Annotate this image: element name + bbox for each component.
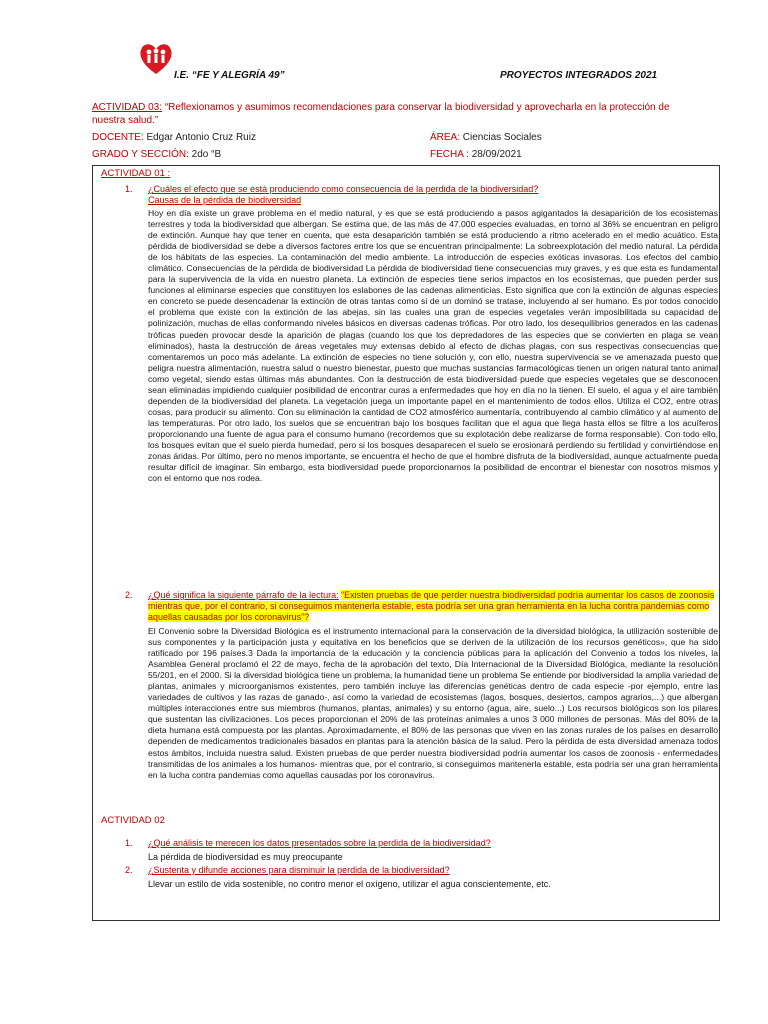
grado-value: 2do “B (191, 149, 222, 160)
docente-row (92, 131, 256, 144)
a2-q2-question: ¿Sustenta y difunde acciones para disminuir la perdida de la biodiversidad? (148, 865, 450, 875)
a1-q2-number: 2. (125, 590, 133, 600)
docente-value: Edgar Antonio Cruz Ruiz (146, 132, 256, 143)
area-row (430, 131, 542, 144)
actividad01-label: ACTIVIDAD 01 : (101, 168, 171, 179)
a2-q1-number: 1. (125, 838, 133, 848)
a2-q1-question: ¿Qué análisis te merecen los datos presentados sobre la perdida de la biodiversidad? (148, 838, 491, 848)
project-title: PROYECTOS INTEGRADOS 2021 (500, 70, 658, 81)
a2-q1-answer: La pérdida de biodiversidad es muy preocupante (148, 852, 343, 862)
school-logo-icon (138, 40, 174, 76)
a1-q1-question: ¿Cuáles el efecto que se está produciendo como consecuencia de la perdida de la biodiversidad? (148, 184, 539, 194)
a1-q2-highlight: “Existen pruebas de que perder nuestra biodiversidad podría aumentar los casos de zoonosis mientras que, por el contrario, si conseguimos mantenerla estable, esta podría ser una gran herramienta en la lucha contra pandemias como aquellas causadas por los coronavirus”? (148, 590, 715, 622)
activity-label: ACTIVIDAD 03: (92, 102, 163, 113)
fecha-value: 28/09/2021 (471, 149, 522, 160)
a2-q2-number: 2. (125, 865, 133, 875)
docente-label: DOCENTE: (92, 132, 144, 143)
grado-label: GRADO Y SECCIÓN: (92, 149, 189, 160)
actividad02-label: ACTIVIDAD 02 (101, 815, 165, 826)
a1-q2-question (148, 590, 718, 623)
fecha-row (430, 148, 522, 161)
a1-q2-prefix: ¿Qué significa la siguiente párrafo de la lectura: (148, 590, 339, 600)
a2-q2-answer: Llevar un estilo de vida sostenible, no contro menor el oxígeno, utilizar el agua conscientemente, etc. (148, 879, 551, 889)
activity-title: “Reflexionamos y asumimos recomendaciones para conservar la biodiversidad y aprovecharla en la protección de nuestra salud.” (92, 102, 670, 126)
area-value: Ciencias Sociales (462, 132, 542, 143)
grado-row (92, 148, 221, 161)
fecha-label: FECHA : (430, 149, 469, 160)
a1-q1-answer: Hoy en día existe un grave problema en el medio natural, y es que se está produciendo a pasos agigantados la desaparición de los ecosistemas terrestres y toda la biodiversidad que albergan. Se estima que, de las más de 47.000 especies evaluadas, en torno al 36% se encuentran en peligro de extinción. Aunque hay que tener en cuenta, que esta desaparición también se está produciendo a ritmo acelerado en el medio acuático. Esta pérdida de biodiversidad se debe a diversos factores entre los que se encuentran principalmente: La sobreexplotación del medio natural. La pérdida de los hábitats de las especies. La contaminación del medio ambiente. La introducción de especies exóticas invasoras. Los efectos del cambio climático. Consecuencias de la pérdida de biodiversidad La pérdida de biodiversidad tiene consecuencias muy graves, y es que esta es fundamental para la supervivencia de la vida en nuestro planeta. La extinción de especies tiene serios impactos en los ecosistemas, que pueden perder sus funciones al eliminarse especies que constituyen los eslabones de las cadenas alimenticias. Esto significa que con la extinción de algunas especies en concreto se puede desencadenar la extinción de otras tantas como si de un dominó se tratase, incluyendo al ser humano. Es por todos conocido el problema que existe con la extinción de las abejas, sin las cuales una gran de especies vegetales verán imposibilitada su capacidad de polinización, muchas de ellas conformando niveles básicos en diversas cadenas tróficas. Por otro lado, los desequilibrios generados en las cadenas tróficas pueden provocar desde la aparición de plagas (cuando los que los depredadores de las especies que se convierten en plaga se vean eliminados), hasta la destrucción de áreas vegetales muy extensas debido al efecto de dichas plagas, con sus respectivas consecuencias que comentaremos un poco más adelante. La extinción de especies no tiene solución y, con ello, nuestra supervivencia se ve amenazada puesto que peligra nuestra alimentación, nuestra salud o nuestro bienestar, puesto que muchas sustancias farmacológicas tienen un origen natural tanto animal como vegetal, siendo estas últimas más abundantes. Con la destrucción de esta biodiversidad puede que especies vegetales que se desconocen sean eliminadas impidiendo cualquier posibilidad de encontrar curas a enfermedades que hoy en día no la tienen. El suelo, el agua y el aire también dependen de la biodiversidad del planeta. La vegetación juega un importante papel en el mantenimiento de todos ellos. Utiliza el CO2, entre otras cosas, para producir su alimento. Con su eliminación la cantidad de CO2 atmosférico aumentaría, contribuyendo al cambio climático y al aumento de las temperaturas. Por otro lado, los suelos que se encuentran bajo los bosques facilitan que el agua que llega hasta ellos se filtre a los acuíferos proporcionando una fuente de agua para el consumo humano (recordemos que su explotación debe realizarse de forma responsable). Con todo ello, los bosques evitan que el suelo pierda humedad, pero si los bosques desaparecen el suelo se erosionará perdiendo su fertilidad y convirtiéndose en zonas áridas. Por último, pero no menos importante, se encuentra el hecho de que el hombre disfruta de la biodiversidad, aunque actualmente pueda resultar difícil de imaginar. Sin embargo, esta biodiversidad puede proporcionarnos la posibilidad de encontrar el bienestar con nosotros mismos y con el entorno que nos rodea. (148, 208, 718, 484)
a1-q1-subtitle: Causas de la pérdida de biodiversidad (148, 195, 302, 205)
school-name: I.E. “FE Y ALEGRÍA 49” (174, 70, 285, 81)
activity-heading (92, 101, 692, 127)
a1-q1-number: 1. (125, 184, 133, 194)
a1-q2-answer: El Convenio sobre la Diversidad Biológica es el instrumento internacional para la conservación de la diversidad biológica, la utilización sostenible de sus componentes y la participación justa y equitativa en los beneficios que se deriven de la utilización de los recursos genéticos», que ha sido ratificado por 196 países.3 Dada la importancia de la educación y la conciencia públicas para la aplicación del Convenio a todos los niveles, la Asamblea General proclamó el 22 de mayo, fecha de la aprobación del texto, Día Internacional de la Diversidad Biológica, mediante la resolución 55/201, en el 2000. Si la diversidad biológica tiene un problema, la humanidad tiene un problema Se entiende por biodiversidad la amplia variedad de plantas, animales y microorganismos existentes, pero también incluye las diferencias genéticas dentro de cada especie -por ejemplo, entre las variedades de cultivos y las razas de ganado-, así como la variedad de ecosistemas (lagos, bosques, desiertos, campos agrarios,...) que albergan múltiples interacciones entre sus miembros (humanos, plantas, animales) y su entorno (agua, aire, suelo...) Los recursos biológicos son los pilares que sustentan las civilizaciones. Los peces proporcionan el 20% de las proteínas animales a unos 3 000 millones de personas. Más del 80% de la dieta humana está compuesta por las plantas. Aproximadamente, el 80% de las personas que viven en las zonas rurales de los países en desarrollo dependen de medicamentos tradicionales basados en plantas para la atención básica de la salud. Pero la pérdida de esta diversidad amenaza todos estos ámbitos, incluida nuestra salud. Existen pruebas de que perder nuestra biodiversidad podría aumentar los casos de zoonosis - enfermedades transmitidas de los animales a los humanos- mientras que, por el contrario, si conseguimos mantenerla estable, esta podría ser una gran herramienta en la lucha contra pandemias como aquellas causadas por los coronavirus. (148, 626, 718, 780)
area-label: ÁREA: (430, 132, 461, 143)
activities-box (92, 165, 720, 921)
